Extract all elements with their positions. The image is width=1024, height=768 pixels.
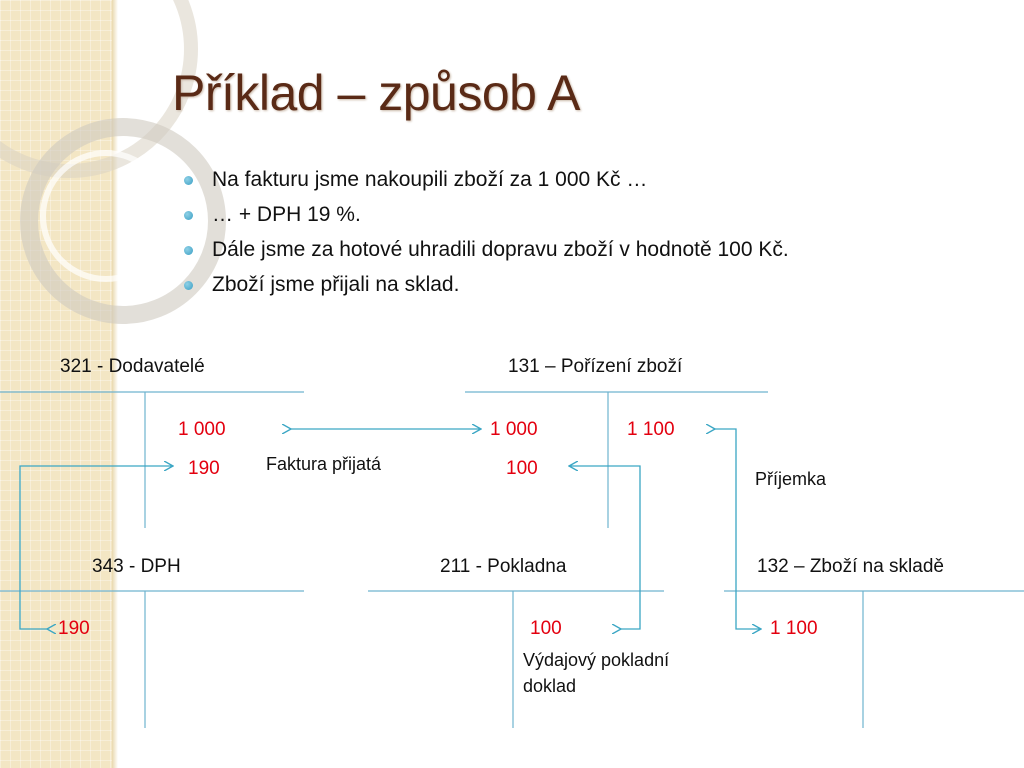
account-132-name: 132 – Zboží na skladě <box>757 556 944 577</box>
cash-arrow <box>570 466 640 629</box>
account-211-name: 211 - Pokladna <box>440 556 567 577</box>
account-321-name: 321 - Dodavatelé <box>60 356 205 377</box>
bullet-text: Na fakturu jsme nakoupili zboží za 1 000 Kč … <box>212 168 648 191</box>
account-131-name: 131 – Pořízení zboží <box>508 356 683 377</box>
note-cash-doc-line2: doklad <box>523 676 577 696</box>
amount-131-debit: 100 <box>506 458 538 479</box>
amount-132-debit: 1 100 <box>770 618 818 639</box>
vat-arrow <box>20 466 172 629</box>
account-343-name: 343 - DPH <box>92 556 181 577</box>
amount-131-debit: 1 000 <box>490 419 538 440</box>
bullet-text: … + DPH 19 %. <box>212 203 361 226</box>
amount-211-credit: 100 <box>530 618 562 639</box>
note-invoice: Faktura přijatá <box>266 454 382 474</box>
amount-321-credit: 1 000 <box>178 419 226 440</box>
bullet-text: Dále jsme za hotové uhradili dopravu zboží v hodnotě 100 Kč. <box>212 238 789 261</box>
amount-131-credit: 1 100 <box>627 419 675 440</box>
note-receipt: Příjemka <box>755 469 827 489</box>
slide-title: Příklad – způsob A <box>172 65 580 121</box>
note-cash-doc-line1: Výdajový pokladní <box>523 650 670 670</box>
amount-321-credit: 190 <box>188 458 220 479</box>
amount-343-debit: 190 <box>58 618 90 639</box>
bullet-text: Zboží jsme přijali na sklad. <box>212 273 460 296</box>
receipt-arrow <box>714 429 760 629</box>
